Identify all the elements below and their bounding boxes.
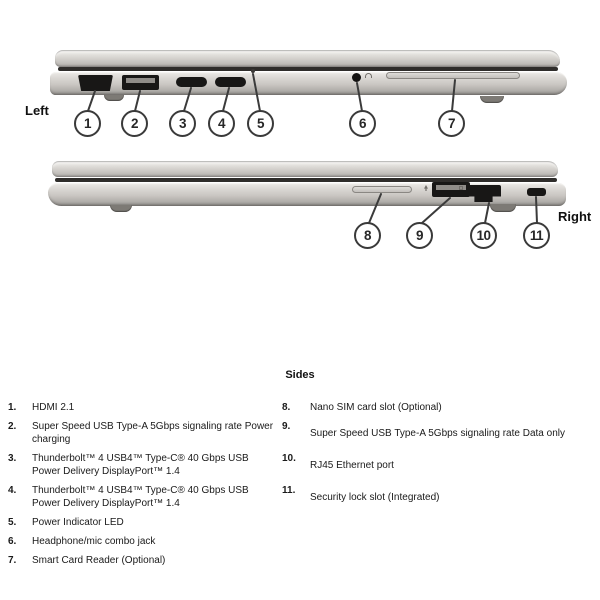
laptop-lid-edge [55,50,560,67]
rubber-foot [490,204,516,212]
smart-card-reader-slot [386,72,520,79]
headset-icon [365,73,372,78]
legend-item: RJ45 Ethernet port [310,459,394,471]
legend-num: 6. [8,536,17,547]
hdmi-port [78,75,113,91]
left-view-label: Left [25,103,49,118]
rubber-foot [104,95,124,101]
callout-3: 3 [169,110,196,137]
legend-num: 7. [8,555,17,566]
callout-4: 4 [208,110,235,137]
legend-num: 10. [282,453,296,464]
callout-line-10 [485,203,489,223]
legend-num: 4. [8,485,17,496]
legend-title: Sides [285,369,315,381]
callout-6: 6 [349,110,376,137]
right-view-label: Right [558,209,592,224]
callout-8: 8 [354,222,381,249]
legend-list [8,401,592,567]
legend-item: Nano SIM card slot (Optional) [310,402,442,413]
legend-num: 11. [282,485,296,496]
legend-num: 9. [282,421,291,432]
callout-1: 1 [74,110,101,137]
callout-5: 5 [247,110,274,137]
lid-base-gap [58,67,558,71]
rubber-foot [480,96,504,103]
callout-11: 11 [523,222,550,249]
usb-a-tongue [126,78,155,83]
legend-item: HDMI 2.1 [32,402,75,413]
usb-c-port-1 [176,77,207,87]
rubber-foot [110,205,132,212]
legend-item: Super Speed USB Type-A 5Gbps signaling rate Data only [310,427,565,439]
legend-num: 3. [8,453,17,464]
legend-num: 8. [282,402,291,413]
callout-9: 9 [406,222,433,249]
legend-item: Security lock slot (Integrated) [310,491,440,503]
laptop-lid-edge [52,161,558,177]
legend-item: Smart Card Reader (Optional) [32,555,166,566]
usb-c-port-2 [215,77,246,87]
security-lock-slot [527,188,546,196]
legend-num: 1. [8,402,17,413]
callout-7: 7 [438,110,465,137]
legend-item: Thunderbolt™ 4 USB4™ Type-C® 40 Gbps USB Power Delivery DisplayPort™ 1.4 [32,485,249,509]
usb-a-port-left [122,75,159,90]
headphone-jack [352,73,361,82]
legend-item: Super Speed USB Type-A 5Gbps signaling rate Power charging [32,421,274,445]
legend-item: Thunderbolt™ 4 USB4™ Type-C® 40 Gbps USB Power Delivery DisplayPort™ 1.4 [32,453,249,477]
legend-num: 2. [8,421,17,432]
power-indicator-led [251,69,255,73]
callout-10: 10 [470,222,497,249]
nano-sim-card-slot [352,186,412,193]
legend-num: 5. [8,517,17,528]
legend-item: Power Indicator LED [32,517,124,528]
ethernet-icon [459,186,463,190]
usb-a-port-right [432,182,470,197]
lid-base-gap [55,178,557,182]
callout-2: 2 [121,110,148,137]
legend-item: Headphone/mic combo jack [32,536,156,547]
